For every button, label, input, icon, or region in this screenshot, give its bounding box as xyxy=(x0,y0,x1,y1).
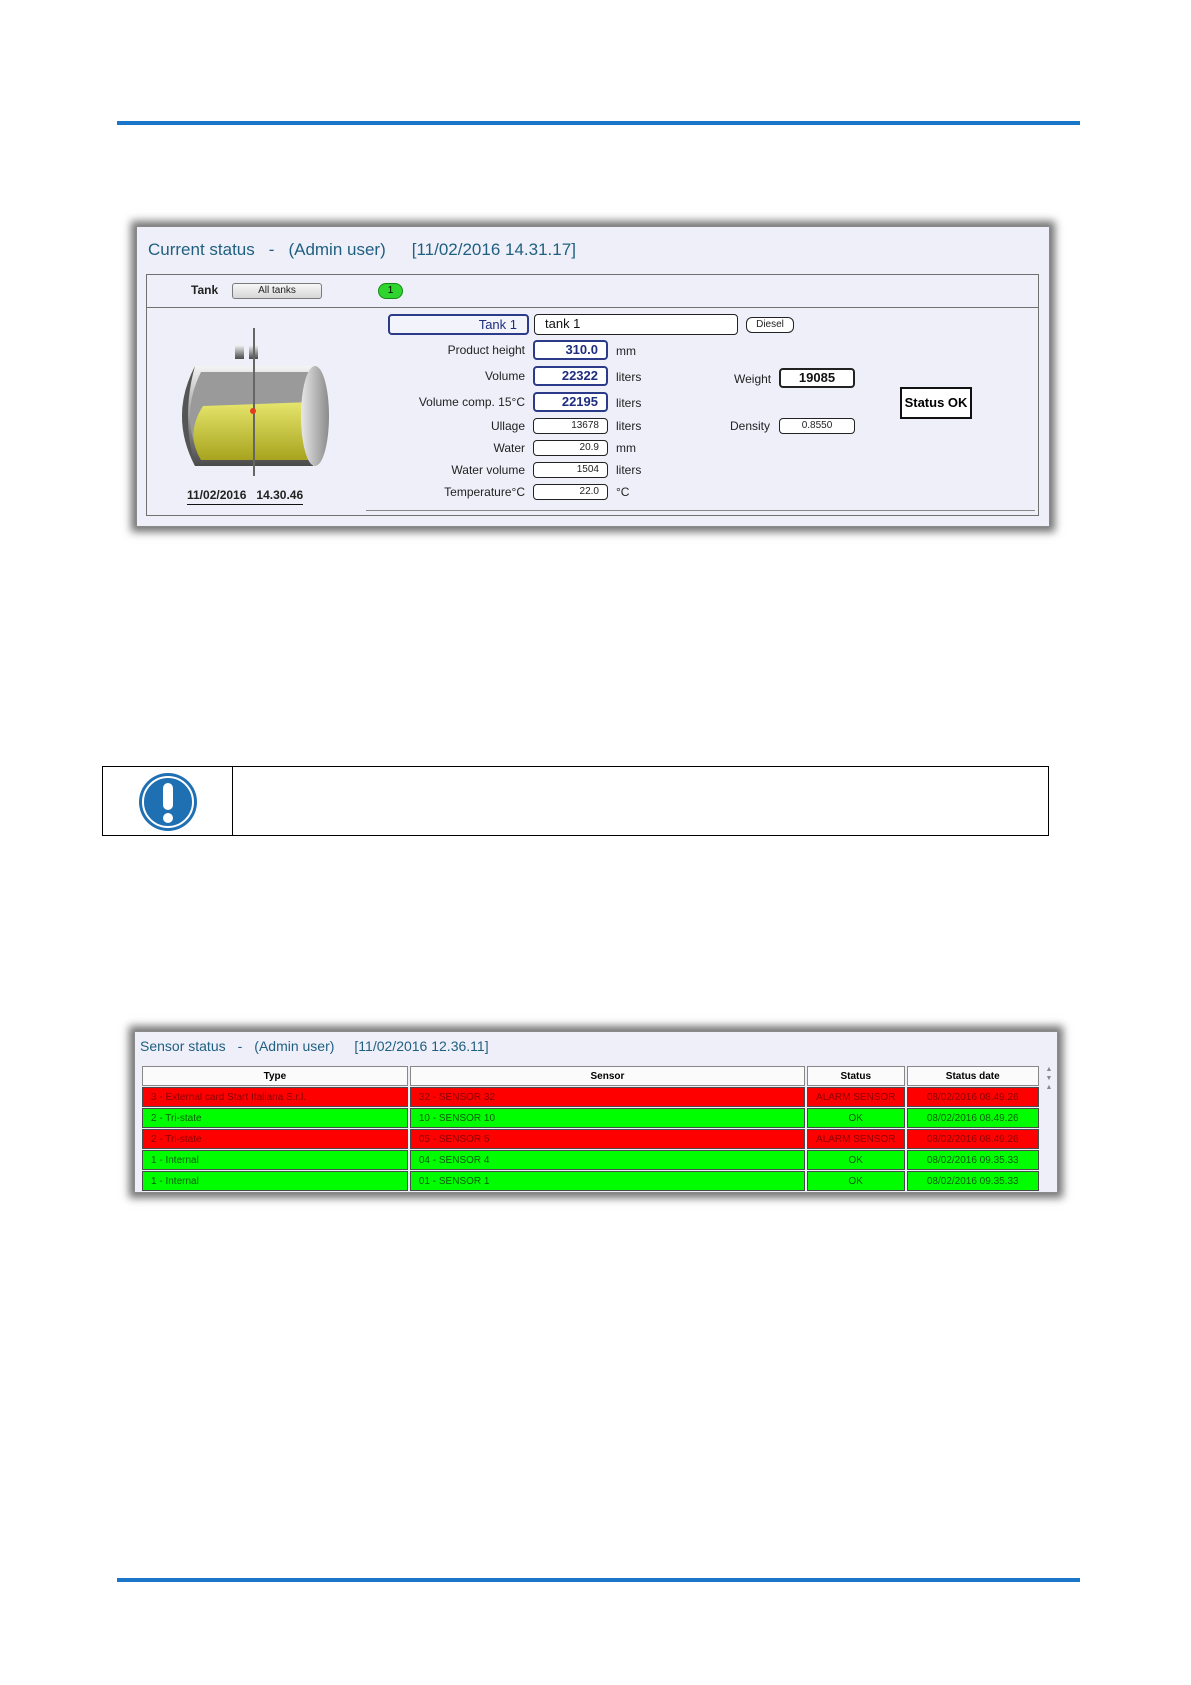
water-label: Water xyxy=(493,441,525,455)
sensor-status-panel xyxy=(134,1031,1058,1193)
footer-rule xyxy=(117,1578,1080,1582)
cell-status-date: 08/02/2016 08.49.26 xyxy=(907,1129,1040,1149)
ullage-value: 13678 xyxy=(533,418,608,434)
temperature-unit: °C xyxy=(616,485,630,499)
table-header-row xyxy=(142,1066,1039,1086)
user-label: (Admin user) xyxy=(288,240,386,259)
notice-divider xyxy=(232,767,233,835)
panel-title: Current status xyxy=(148,240,255,259)
scroll-top-icon[interactable]: ▲ xyxy=(1045,1084,1053,1091)
all-tanks-button[interactable]: All tanks xyxy=(232,283,322,299)
cell-type: 3 - External card Start Italiana S.r.l. xyxy=(142,1087,408,1107)
product-height-label: Product height xyxy=(447,343,525,357)
title-separator: - xyxy=(268,240,275,259)
product-height-value: 310.0 xyxy=(533,340,608,360)
current-status-title xyxy=(148,240,590,260)
image-timestamp xyxy=(187,488,303,505)
cell-status-date: 08/02/2016 09.35.33 xyxy=(907,1150,1040,1170)
volume-label: Volume xyxy=(484,369,525,383)
tank-illustration xyxy=(161,316,337,496)
cell-sensor: 01 - SENSOR 1 xyxy=(410,1171,805,1191)
scroll-down-icon[interactable]: ▼ xyxy=(1045,1075,1053,1082)
ullage-unit: liters xyxy=(616,419,642,433)
table-scrollbar[interactable] xyxy=(1044,1065,1054,1092)
table-row[interactable] xyxy=(142,1129,1039,1149)
sensor-status-title xyxy=(140,1038,501,1054)
cell-status: OK xyxy=(807,1108,904,1128)
water-volume-unit: liters xyxy=(616,463,642,477)
volume-unit: liters xyxy=(616,370,642,384)
panel-title: Sensor status xyxy=(140,1038,226,1054)
cell-type: 2 - Tri-state xyxy=(142,1129,408,1149)
cell-status: OK xyxy=(807,1171,904,1191)
tank-name-field[interactable]: Tank 1 xyxy=(388,314,529,335)
sensor-table xyxy=(140,1065,1041,1192)
cell-type: 1 - Internal xyxy=(142,1150,408,1170)
cell-status-date: 08/02/2016 08.49.26 xyxy=(907,1108,1040,1128)
volume-comp-unit: liters xyxy=(616,396,642,410)
product-height-unit: mm xyxy=(616,344,636,358)
scroll-up-icon[interactable]: ▲ xyxy=(1045,1066,1053,1073)
current-status-panel xyxy=(136,226,1050,527)
column-header-sensor[interactable]: Sensor xyxy=(410,1066,805,1086)
fields-column-rule xyxy=(366,510,1035,511)
cell-sensor: 04 - SENSOR 4 xyxy=(410,1150,805,1170)
table-row[interactable] xyxy=(142,1150,1039,1170)
cell-type: 2 - Tri-state xyxy=(142,1108,408,1128)
density-label: Density xyxy=(730,419,771,433)
status-timestamp: [11/02/2016 14.31.17] xyxy=(411,240,576,259)
cell-status-date: 08/02/2016 08.49.26 xyxy=(907,1087,1040,1107)
temperature-value: 22.0 xyxy=(533,484,608,500)
tank-selector-bar xyxy=(146,274,1039,308)
volume-comp-value: 22195 xyxy=(533,392,608,412)
product-diesel-button[interactable]: Diesel xyxy=(746,317,794,333)
temperature-label: Temperature°C xyxy=(444,485,525,499)
user-label: (Admin user) xyxy=(254,1038,335,1054)
column-header-type[interactable]: Type xyxy=(142,1066,408,1086)
ullage-label: Ullage xyxy=(490,419,525,433)
weight-label: Weight xyxy=(734,372,772,386)
volume-value: 22322 xyxy=(533,366,608,386)
status-ok-badge: Status OK xyxy=(900,387,972,419)
weight-value: 19085 xyxy=(779,368,855,388)
table-row[interactable] xyxy=(142,1171,1039,1191)
table-row[interactable] xyxy=(142,1108,1039,1128)
column-header-status-date[interactable]: Status date xyxy=(907,1066,1040,1086)
image-time: 14.30.46 xyxy=(256,488,304,502)
title-separator: - xyxy=(237,1038,243,1054)
tank-1-selector[interactable]: 1 xyxy=(378,283,403,299)
image-date: 11/02/2016 xyxy=(187,488,247,502)
exclamation-circle-icon xyxy=(138,772,198,832)
cell-status: ALARM SENSOR xyxy=(807,1129,904,1149)
cell-sensor: 05 - SENSOR 5 xyxy=(410,1129,805,1149)
cell-status: ALARM SENSOR xyxy=(807,1087,904,1107)
cell-sensor: 32 - SENSOR 32 xyxy=(410,1087,805,1107)
water-value: 20.9 xyxy=(533,440,608,456)
water-volume-value: 1504 xyxy=(533,462,608,478)
water-unit: mm xyxy=(616,441,636,455)
cell-status: OK xyxy=(807,1150,904,1170)
water-volume-label: Water volume xyxy=(451,463,525,477)
density-value: 0.8550 xyxy=(779,418,855,434)
table-row[interactable] xyxy=(142,1087,1039,1107)
column-header-status[interactable]: Status xyxy=(807,1066,904,1086)
status-timestamp: [11/02/2016 12.36.11] xyxy=(354,1038,489,1054)
tank-detail-area xyxy=(146,307,1039,516)
notice-box xyxy=(102,766,1049,836)
volume-comp-label: Volume comp. 15°C xyxy=(418,395,525,409)
cell-type: 1 - Internal xyxy=(142,1171,408,1191)
tank-description-field[interactable]: tank 1 xyxy=(534,314,738,335)
header-rule xyxy=(117,121,1080,125)
cell-status-date: 08/02/2016 09.35.33 xyxy=(907,1171,1040,1191)
tank-label: Tank xyxy=(191,283,219,297)
cell-sensor: 10 - SENSOR 10 xyxy=(410,1108,805,1128)
